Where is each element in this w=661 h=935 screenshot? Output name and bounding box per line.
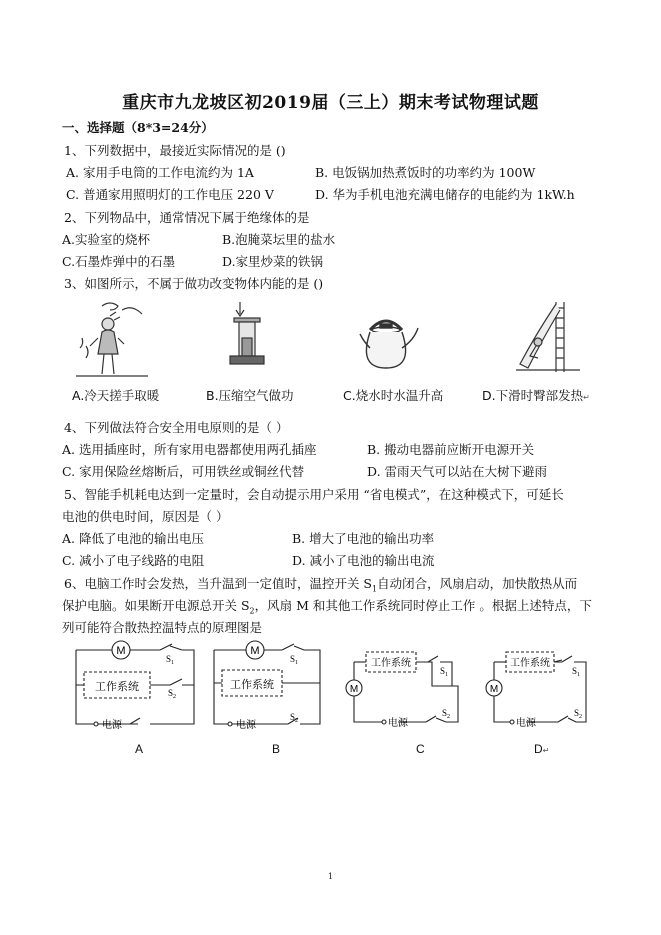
q5-option-b: B. 增大了电池的输出功率 xyxy=(292,531,435,546)
section-heading: 一、选择题（8*3=24分） xyxy=(62,120,214,135)
q1-option-a: A. 家用手电筒的工作电流约为 1A xyxy=(66,165,254,180)
q3-caption-d-text: D.下滑时臀部发热 xyxy=(482,388,584,403)
circuit-label-a: A xyxy=(135,742,144,756)
s2-label: $S_2$ xyxy=(574,708,583,720)
paragraph-mark: ↵ xyxy=(583,393,590,402)
circuit-label-b: B xyxy=(272,742,281,756)
s2-label: $S_2$ xyxy=(168,688,177,700)
work-system-label: 工作系统 xyxy=(510,658,550,669)
question-3-stem: 3、如图所示，不属于做功改变物体内能的是 () xyxy=(64,276,324,291)
question-6-stem-line3: 列可能符合散热控温特点的原理图是 xyxy=(62,620,263,635)
circuit-label-d xyxy=(534,742,549,756)
q6-subscript: 1 xyxy=(372,584,378,594)
question-5-stem-line1: 5、智能手机耗电达到一定量时，会自动提示用户采用 “省电模式”，在这种模式下，可延长 xyxy=(64,487,564,502)
page-number: 1 xyxy=(327,872,334,881)
q6-subscript: 2 xyxy=(249,606,255,616)
s1-label: $S_1$ xyxy=(166,654,175,666)
q5-option-c: C. 减小了电子线路的电阻 xyxy=(62,553,205,568)
question-4-stem: 4、下列做法符合安全用电原则的是（ ） xyxy=(64,420,289,435)
paragraph-mark: ↵ xyxy=(542,746,550,755)
q3-caption-a: A.冷天搓手取暖 xyxy=(72,388,160,403)
q5-option-d: D. 减小了电池的输出电流 xyxy=(292,553,435,568)
page-title: 重庆市九龙坡区初2019届（三上）期末考试物理试题 xyxy=(122,93,539,113)
q2-option-c: C.石墨炸弹中的石墨 xyxy=(62,254,176,269)
motor-label: M xyxy=(489,684,499,695)
s2-label: $S_2$ xyxy=(442,708,451,720)
q3-caption-c: C.烧水时水温升高 xyxy=(343,388,444,403)
s1-label: $S_1$ xyxy=(290,654,299,666)
q2-option-b: B.泡腌菜坛里的盐水 xyxy=(222,232,336,247)
q6-text-part: 保护电脑。如果断开电源总开关 S xyxy=(62,598,250,613)
rubbing-hands-picture xyxy=(72,298,152,380)
s1-label: $S_1$ xyxy=(440,666,449,678)
motor-label: M xyxy=(116,645,126,657)
question-2-stem: 2、下列物品中，通常情况下属于绝缘体的是 xyxy=(64,210,310,225)
q6-text-part: 6、电脑工作时会发热，当升温到一定值时，温控开关 S xyxy=(64,576,372,591)
question-5-stem-line2: 电池的供电时间，原因是（ ） xyxy=(62,509,229,524)
q4-option-a: A. 选用插座时，所有家用电器都使用两孔插座 xyxy=(62,442,317,457)
circuit-diagram-a xyxy=(70,640,200,730)
circuit-diagram-d xyxy=(484,646,594,730)
work-system-label: 工作系统 xyxy=(230,678,274,691)
q6-text-part: ，风扇 M 和其他工作系统同时停止工作 。根据上述特点，下 xyxy=(254,598,592,613)
motor-label: M xyxy=(349,684,359,695)
air-compression-picture xyxy=(222,298,272,370)
circuit-label-d-text: D xyxy=(534,742,543,756)
circuit-diagram-b xyxy=(208,640,326,730)
q1-option-d: D. 华为手机电池充满电储存的电能约为 1kW.h xyxy=(315,187,575,202)
slide-picture xyxy=(512,298,584,376)
q3-caption-d xyxy=(482,386,590,404)
s1-label: $S_1$ xyxy=(572,666,581,678)
kettle-picture xyxy=(352,312,422,374)
question-6-stem-line2 xyxy=(62,598,592,620)
q3-caption-b: B.压缩空气做功 xyxy=(206,388,294,403)
motor-label: M xyxy=(250,645,260,657)
q5-option-a: A. 降低了电池的输出电压 xyxy=(62,531,204,546)
circuit-label-c: C xyxy=(416,742,425,756)
q2-option-d: D.家里炒菜的铁锅 xyxy=(222,254,324,269)
q1-option-b: B. 电饭锅加热煮饭时的功率约为 100W xyxy=(315,165,536,180)
q4-option-d: D. 雷雨天气可以站在大树下避雨 xyxy=(367,464,548,479)
power-label: 电源 xyxy=(516,718,536,729)
power-label: 电源 xyxy=(102,720,122,730)
power-label: 电源 xyxy=(388,718,408,729)
q4-option-b: B. 搬动电器前应断开电源开关 xyxy=(367,442,535,457)
power-label: 电源 xyxy=(236,720,256,730)
question-1-stem: 1、下列数据中，最接近实际情况的是 () xyxy=(64,143,286,158)
circuit-diagram-c xyxy=(342,646,470,730)
q1-option-c: C. 普通家用照明灯的工作电压 220 V xyxy=(66,187,274,202)
s2-label: $S_2$ xyxy=(290,712,299,724)
work-system-label: 工作系统 xyxy=(371,658,411,669)
q4-option-c: C. 家用保险丝熔断后，可用铁丝或铜丝代替 xyxy=(62,464,305,479)
question-6-stem-line1 xyxy=(64,576,577,598)
q6-text-part: 自动闭合，风扇启动，加快散热从而 xyxy=(377,576,578,591)
q2-option-a: A.实验室的烧杯 xyxy=(62,232,151,247)
work-system-label: 工作系统 xyxy=(95,680,139,693)
